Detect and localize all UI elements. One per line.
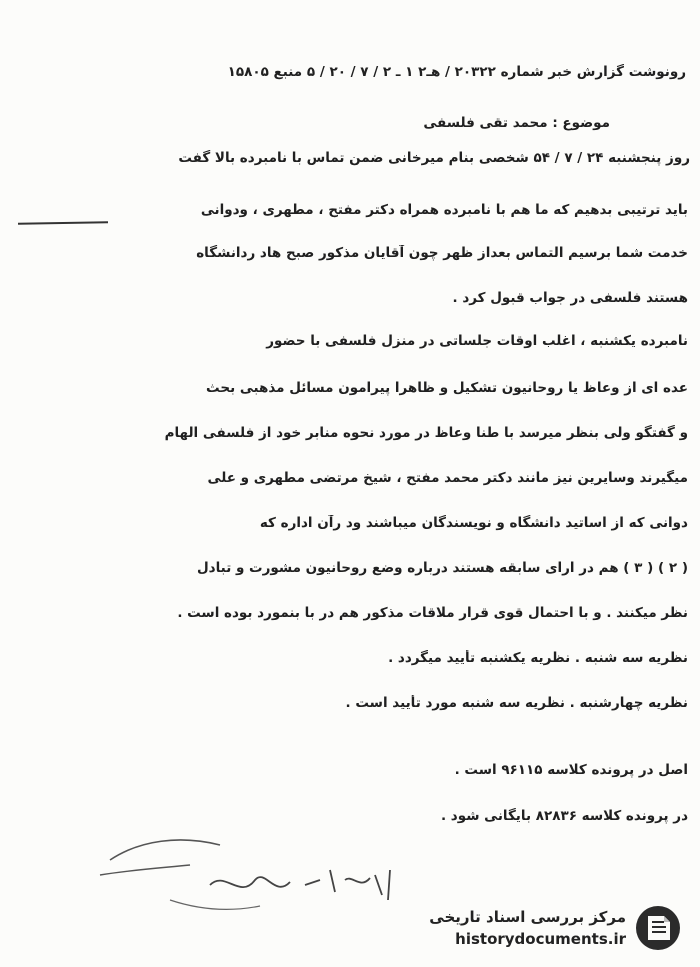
report-header: رونوشت گزارش خبر شماره ۲۰۳۲۲ / هـ۲ ۱ ـ ۲ / ۷ / ۲۰ / ۵ منبع ۱۵۸۰۵ — [227, 64, 686, 80]
body-line: دوانی که از اساتید دانشگاه و نویسندگان میباشند ود رآن اداره که — [259, 515, 688, 531]
handwritten-underline — [18, 221, 108, 225]
filing-note: در پرونده کلاسه ۸۲۸۳۶ بایگانی شود . — [440, 808, 688, 824]
report-subject: موضوع : محمد تقی فلسفی — [423, 115, 610, 131]
filing-note: اصل در پرونده کلاسه ۹۶۱۱۵ است . — [454, 762, 688, 778]
body-line: میگیرند وسایرین نیز مانند دکتر محمد مفتح ، شیخ مرتضی مطهری و علی — [207, 470, 688, 486]
body-line: ( ۲ ) ( ۳ ) هم در ارای سابقه هستند درباره وضع روحانیون مشورت و تبادل — [196, 560, 688, 576]
body-line: خدمت شما برسیم التماس بعداز ظهر چون آقایان مذکور صبح هاد ردانشگاه — [196, 245, 688, 261]
archive-emblem-icon — [634, 904, 682, 952]
body-line: باید ترتیبی بدهیم که ما هم با نامبرده همراه دکتر مفتح ، مطهری ، ودوانی — [200, 202, 688, 218]
body-line: عده ای از وعاظ یا روحانیون تشکیل و ظاهرا پیرامون مسائل مذهبی بحث — [206, 380, 688, 396]
logo-site: historydocuments.ir — [455, 930, 626, 948]
body-line: نظریه چهارشنبه . نظریه سه شنبه مورد تأیید است . — [345, 695, 688, 711]
body-line: روز پنجشنبه ۲۴ / ۷ / ۵۴ شخصی بنام میرخانی ضمن تماس با نامبرده بالا گفت — [178, 150, 690, 166]
body-line: نظریه سه شنبه . نظریه یکشنبه تأیید میگردد . — [388, 650, 688, 666]
body-line: و گفتگو ولی بنظر میرسد با طنا وعاظ در مورد نحوه منابر خود از فلسفی الهام — [164, 425, 688, 441]
body-line: هستند فلسفی در جواب قبول کرد . — [452, 290, 688, 306]
body-line: نظر میکنند . و با احتمال قوی قرار ملاقات مذکور هم در با بنمورد بوده است . — [177, 605, 688, 621]
body-line: نامبرده یکشنبه ، اغلب اوقات جلساتی در منزل فلسفی با حضور — [266, 333, 688, 349]
logo-title: مرکز بررسی اسناد تاریخی — [429, 908, 626, 926]
archive-logo — [388, 902, 688, 952]
